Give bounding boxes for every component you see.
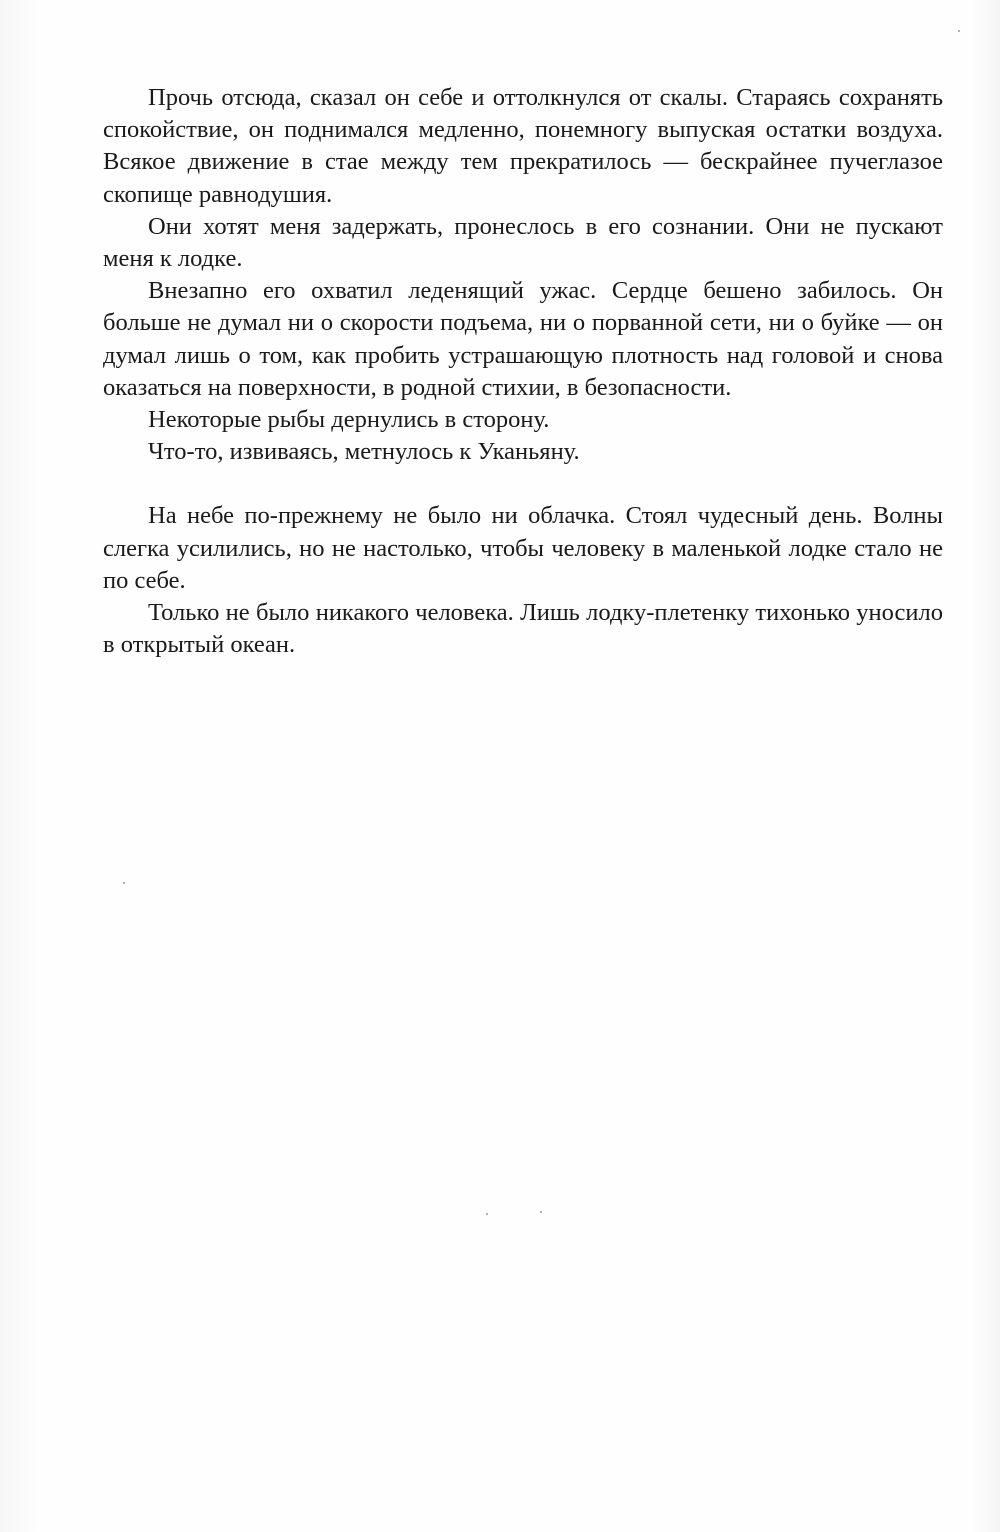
page-text <box>103 82 943 661</box>
paragraph: Что-то, извиваясь, метнулось к Уканьяну. <box>148 438 580 466</box>
page-edge-shadow-right <box>970 0 1000 1532</box>
scan-speck <box>958 30 960 32</box>
paragraph: Внезапно его охватил леденящий ужас. Сердце бешено забилось. Он больше не думал ни о скорости подъема, ни о порванной сети, ни о буйке — он думал лишь о том, как пробить устрашающую плотность над головой и снова оказаться на поверхности, в родной стихии, в безопасности. <box>103 277 943 401</box>
paragraph: Они хотят меня задержать, пронеслось в его сознании. Они не пускают меня к лодке. <box>103 212 943 273</box>
scan-speck <box>123 882 125 884</box>
section-break <box>103 468 943 500</box>
paragraph: Некоторые рыбы дернулись в сторону. <box>148 406 550 434</box>
paragraph: На небе по-прежнему не было ни облачка. Стоял чудесный день. Волны слегка усилились, но не настолько, чтобы человеку в маленькой лодке стало не по себе. <box>103 502 943 594</box>
page-edge-shadow-left <box>0 0 40 1532</box>
scan-speck <box>486 1213 488 1215</box>
paragraph: Только не было никакого человека. Лишь лодку-плетенку тихонько уносило в открытый океан. <box>103 599 943 659</box>
paragraph: Прочь отсюда, сказал он себе и оттолкнулся от скалы. Стараясь сохранять спокойствие, он поднимался медленно, понемногу выпуская остатки воздуха. Всякое движение в стае между тем прекратилось — бескрайнее пучеглазое скопище равнодушия. <box>103 84 943 208</box>
scan-speck <box>540 1211 542 1213</box>
